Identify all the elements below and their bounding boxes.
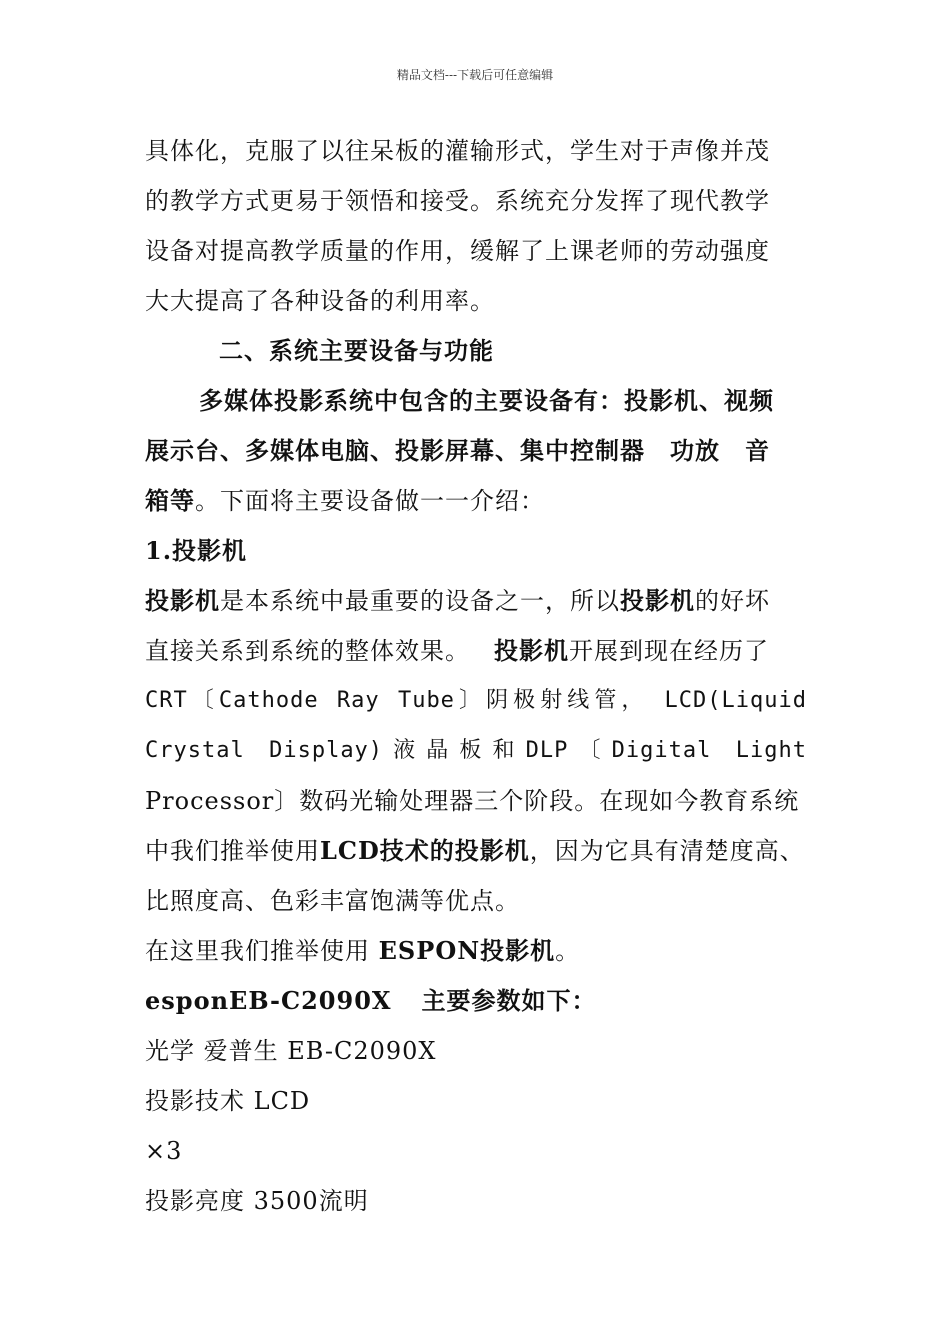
paragraph-line: 设备对提高教学质量的作用，缓解了上课老师的劳动强度: [145, 237, 770, 265]
plain-text: ，因为它具有清楚度高、: [529, 837, 805, 865]
spec-label: 主要参数如下：: [421, 986, 597, 1015]
section-heading: 二、系统主要设备与功能: [219, 336, 494, 365]
paragraph-line: 比照度高、色彩丰富饱满等优点。: [145, 887, 520, 915]
spec-title: [145, 976, 807, 1026]
paragraph-line: [145, 926, 807, 976]
bold-text: ESPON投影机: [378, 936, 556, 965]
spec-item: 投影技术 LCD: [145, 1087, 311, 1115]
paragraph-line: 具体化，克服了以往呆板的灌输形式，学生对于声像并茂: [145, 137, 770, 165]
model-name: esponEB-C2090X: [145, 986, 392, 1015]
plain-text: 开展到现在经历了: [569, 637, 769, 665]
plain-text: 直接关系到系统的整体效果。: [145, 637, 470, 665]
subsection-heading: 1.投影机: [145, 536, 248, 565]
paragraph-line: Processor〕数码光输处理器三个阶段。在现如今教育系统: [145, 787, 800, 815]
bold-text: 投影机: [145, 586, 220, 615]
spec-item: 投影亮度 3500流明: [145, 1187, 369, 1215]
plain-text: 中我们推举使用: [145, 837, 320, 865]
plain-text: 是本系统中最重要的设备之一，所以: [220, 587, 620, 615]
paragraph-line: Crystal Display)液晶板和DLP〔Digital Light: [145, 738, 807, 763]
plain-text: 。: [555, 937, 581, 965]
paragraph-line: [145, 476, 807, 526]
spec-item: 光学 爱普生 EB-C2090X: [145, 1037, 437, 1065]
plain-text: 。下面将主要设备做一一介绍：: [195, 487, 545, 515]
plain-text: 的好坏: [695, 587, 770, 615]
bold-text: 投影机: [494, 636, 569, 665]
paragraph-line: [145, 626, 807, 676]
bold-text: LCD技术的投影机: [320, 836, 530, 865]
paragraph-line: [145, 826, 807, 876]
bold-text: 箱等: [145, 486, 195, 515]
paragraph-line: 展示台、多媒体电脑、投影屏幕、集中控制器 功放 音: [145, 436, 770, 465]
spec-item: ×3: [145, 1137, 183, 1165]
bold-text: 投影机: [620, 586, 695, 615]
page-header: 精品文档---下载后可任意编辑: [396, 68, 554, 82]
paragraph-line: 大大提高了各种设备的利用率。: [145, 287, 495, 315]
paragraph-line: 的教学方式更易于领悟和接受。系统充分发挥了现代教学: [145, 187, 770, 215]
paragraph-line: [145, 576, 807, 626]
plain-text: 在这里我们推举使用: [145, 937, 379, 965]
paragraph-line: CRT〔Cathode Ray Tube〕阴极射线管， LCD(Liquid: [145, 688, 807, 713]
document-body: [145, 126, 807, 1226]
paragraph-line: 多媒体投影系统中包含的主要设备有：投影机、视频: [199, 386, 774, 415]
